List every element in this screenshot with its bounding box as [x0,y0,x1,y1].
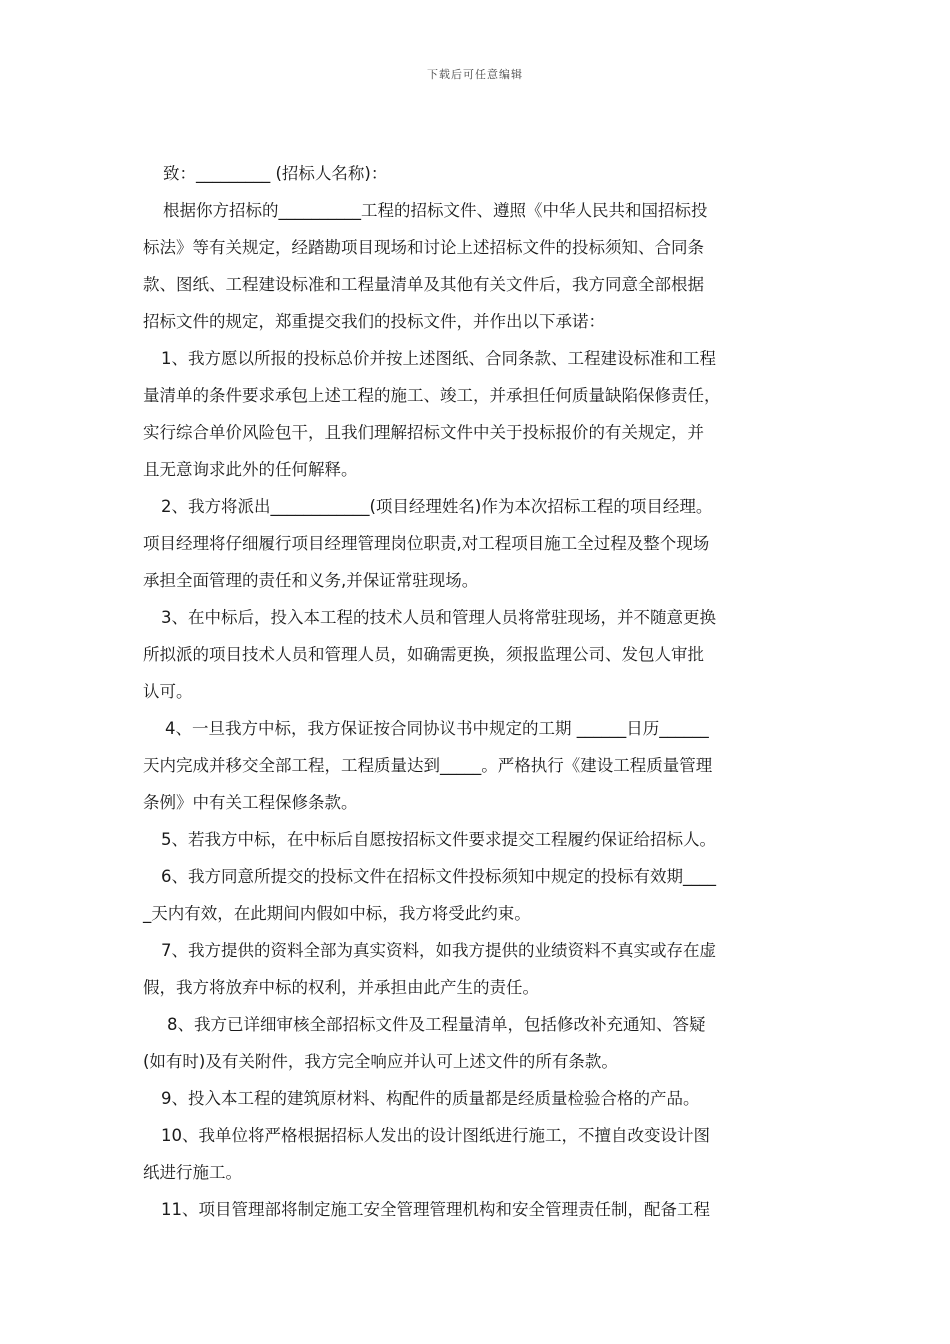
paragraph-line: 10、我单位将严格根据招标人发出的设计图纸进行施工，不擅自改变设计图 [161,1126,710,1145]
paragraph-line: 实行综合单价风险包干，且我们理解招标文件中关于投标报价的有关规定，并 [143,423,704,442]
paragraph-line: 认可。 [143,682,193,701]
paragraph-line: 条例》中有关工程保修条款。 [143,793,358,812]
paragraph-line: 8、我方已详细审核全部招标文件及工程量清单，包括修改补充通知、答疑 [167,1015,706,1034]
paragraph-line: (如有时)及有关附件，我方完全响应并认可上述文件的所有条款。 [143,1052,618,1071]
paragraph-line: 11、项目管理部将制定施工安全管理管理机构和安全管理责任制，配备工程 [161,1200,710,1219]
paragraph-line: 根据你方招标的__________工程的招标文件、遵照《中华人民共和国招标投 [163,201,708,220]
paragraph-line: 纸进行施工。 [143,1163,242,1182]
paragraph-line: 7、我方提供的资料全部为真实资料，如我方提供的业绩资料不真实或存在虚 [161,941,716,960]
paragraph-line: 标法》等有关规定，经踏勘项目现场和讨论上述招标文件的投标须知、合同条 [143,238,704,257]
salutation-line: 致：_________ (招标人名称)： [163,164,388,183]
document-body [143,155,813,1228]
paragraph-line: 款、图纸、工程建设标准和工程量清单及其他有关文件后，我方同意全部根据 [143,275,704,294]
paragraph-line: 1、我方愿以所报的投标总价并按上述图纸、合同条款、工程建设标准和工程 [161,349,716,368]
paragraph-line: 6、我方同意所提交的投标文件在招标文件投标须知中规定的投标有效期____ [161,867,716,886]
page-header: 下载后可任意编辑 [427,68,523,81]
paragraph-line: 9、投入本工程的建筑原材料、构配件的质量都是经质量检验合格的产品。 [161,1089,700,1108]
paragraph-line: 3、在中标后，投入本工程的技术人员和管理人员将常驻现场，并不随意更换 [161,608,716,627]
paragraph-line: _天内有效，在此期间内假如中标，我方将受此约束。 [143,904,531,923]
paragraph-line: 且无意询求此外的任何解释。 [143,460,358,479]
paragraph-line: 招标文件的规定，郑重提交我们的投标文件，并作出以下承诺： [143,312,605,331]
paragraph-line: 2、我方将派出____________(项目经理姓名)作为本次招标工程的项目经理。 [161,497,713,516]
paragraph-line: 所拟派的项目技术人员和管理人员，如确需更换，须报监理公司、发包人审批 [143,645,704,664]
paragraph-line: 天内完成并移交全部工程，工程质量达到_____。严格执行《建设工程质量管理 [143,756,713,775]
paragraph-line: 量清单的条件要求承包上述工程的施工、竣工，并承担任何质量缺陷保修责任， [143,386,721,405]
paragraph-line: 项目经理将仔细履行项目经理管理岗位职责,对工程项目施工全过程及整个现场 [143,534,710,553]
paragraph-line: 假，我方将放弃中标的权利，并承担由此产生的责任。 [143,978,539,997]
paragraph-line: 5、若我方中标，在中标后自愿按招标文件要求提交工程履约保证给招标人。 [161,830,716,849]
paragraph-line: 承担全面管理的责任和义务,并保证常驻现场。 [143,571,479,590]
paragraph-line: 4、一旦我方中标，我方保证按合同协议书中规定的工期 ______日历______ [165,719,709,738]
